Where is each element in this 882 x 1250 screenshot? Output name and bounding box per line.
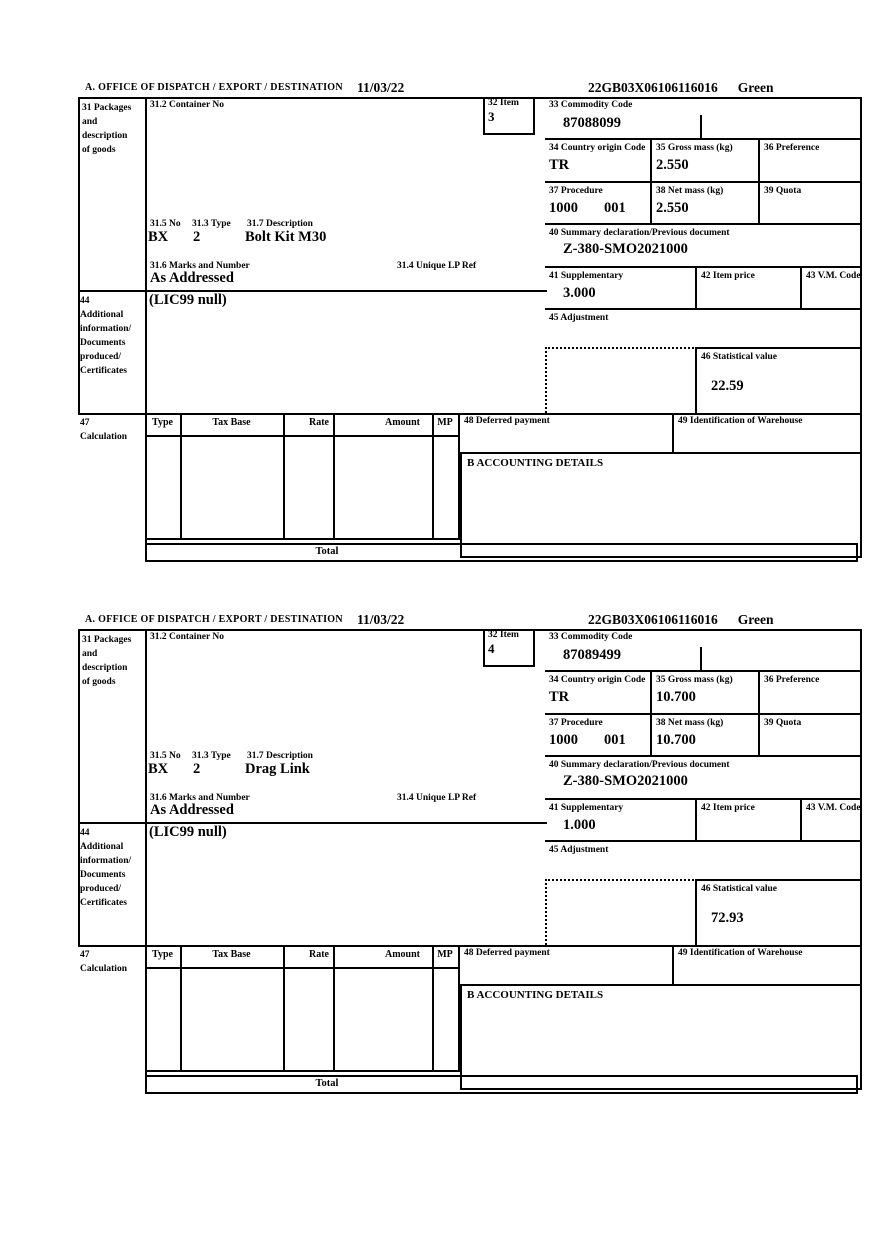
box-33-commodity-code	[545, 97, 862, 140]
box-34-label: 34 Country origin Code	[549, 675, 646, 685]
box-46-label: 46 Statistical value	[701, 352, 777, 362]
net-mass-value: 2.550	[656, 200, 689, 216]
total-label: Total	[315, 546, 339, 557]
box-41-label: 41 Supplementary	[549, 803, 624, 813]
box-31-7-description-label: 31.7 Description	[247, 219, 313, 229]
box-32-label: 32 Item	[488, 630, 519, 640]
statistical-value: 72.93	[711, 910, 744, 926]
box-40-label: 40 Summary declaration/Previous document	[549, 760, 730, 770]
routing-status: Green	[737, 612, 774, 627]
box-35-label: 35 Gross mass (kg)	[656, 675, 733, 685]
additional-information-value: (LIC99 null)	[149, 292, 227, 308]
box-32-item	[483, 629, 535, 667]
calc-header-type: Type	[152, 949, 173, 960]
box-49-warehouse	[672, 945, 862, 986]
box-32-item-number: 3	[488, 109, 495, 124]
box-31-6-marks-label: 31.6 Marks and Number	[150, 261, 250, 271]
box-31-5-no-label: 31.5 No	[150, 219, 181, 229]
box-36-label: 36 Preference	[764, 675, 820, 685]
statistical-dotted-left-border	[545, 879, 547, 945]
box-46-label: 46 Statistical value	[701, 884, 777, 894]
box-48-deferred-payment	[460, 413, 672, 454]
box-39-quota	[758, 715, 862, 757]
calc-header-divider	[145, 435, 458, 437]
box-32-item-number: 4	[488, 641, 495, 656]
dispatch-date: 11/03/22	[357, 612, 405, 627]
box-37-label: 37 Procedure	[549, 186, 603, 196]
box-41-label: 41 Supplementary	[549, 271, 624, 281]
packages-type-value: 2	[193, 761, 201, 777]
supplementary-units-value: 1.000	[563, 817, 596, 833]
box-48-deferred-payment	[460, 945, 672, 986]
box-38-label: 38 Net mass (kg)	[656, 186, 724, 196]
additional-information-value: (LIC99 null)	[149, 824, 227, 840]
box-31-7-description-label: 31.7 Description	[247, 751, 313, 761]
box-38-net-mass	[650, 183, 758, 225]
commodity-code-subdivider	[700, 115, 702, 140]
box-39-quota	[758, 183, 862, 225]
box-45-adjustment	[545, 310, 862, 347]
box-49-warehouse	[672, 413, 862, 454]
box-37-label: 37 Procedure	[549, 718, 603, 728]
box-45-label: 45 Adjustment	[549, 845, 609, 855]
country-origin-value: TR	[549, 689, 570, 705]
statistical-value: 22.59	[711, 378, 744, 394]
box-40-previous-document	[545, 757, 862, 800]
box-42-label: 42 Item price	[701, 803, 755, 813]
box-31-4-lp-ref-label: 31.4 Unique LP Ref	[397, 793, 477, 803]
box-31-label: 31 Packages and description of goods	[82, 103, 132, 155]
box-37-procedure	[545, 183, 650, 225]
packages-type-value: 2	[193, 229, 201, 245]
total-label: Total	[315, 1078, 339, 1089]
box-31-3-type-label: 31.3 Type	[192, 219, 231, 229]
packages-no-value: BX	[148, 229, 169, 245]
box-38-net-mass	[650, 715, 758, 757]
office-of-dispatch-label: A. OFFICE OF DISPATCH / EXPORT / DESTINATION	[85, 614, 343, 625]
office-of-dispatch-label: A. OFFICE OF DISPATCH / EXPORT / DESTINATION	[85, 82, 343, 93]
box-41-supplementary	[545, 268, 695, 310]
box-48-label: 48 Deferred payment	[464, 948, 550, 958]
calc-header-mp: MP	[437, 949, 453, 960]
gross-mass-value: 2.550	[656, 157, 689, 173]
procedure-value: 1000 001	[549, 732, 626, 748]
box-48-label: 48 Deferred payment	[464, 416, 550, 426]
box-36-preference	[758, 672, 862, 715]
calc-header-rate: Rate	[309, 417, 329, 428]
declaration-reference	[588, 612, 774, 628]
marks-and-number-value: As Addressed	[150, 802, 234, 818]
box-35-label: 35 Gross mass (kg)	[656, 143, 733, 153]
box-42-label: 42 Item price	[701, 271, 755, 281]
box-41-supplementary	[545, 800, 695, 842]
accounting-details-label: B ACCOUNTING DETAILS	[467, 457, 604, 469]
box-43-vm-code	[800, 800, 862, 842]
accounting-details-label: B ACCOUNTING DETAILS	[467, 989, 604, 1001]
calculation-total-row	[145, 543, 858, 562]
box-49-label: 49 Identification of Warehouse	[678, 948, 803, 958]
box-42-item-price	[695, 268, 800, 310]
packages-no-value: BX	[148, 761, 169, 777]
box-43-label: 43 V.M. Code	[806, 271, 861, 281]
marks-and-number-value: As Addressed	[150, 270, 234, 286]
previous-document-value: Z-380-SMO2021000	[563, 241, 688, 257]
box-33-label: 33 Commodity Code	[549, 100, 633, 110]
goods-description-value: Drag Link	[245, 761, 310, 777]
box-44-label: 44 Additional information/ Documents produced/ Certificates	[80, 296, 132, 376]
box-31-4-lp-ref-label: 31.4 Unique LP Ref	[397, 261, 477, 271]
box-36-preference	[758, 140, 862, 183]
box-37-procedure	[545, 715, 650, 757]
box-45-adjustment	[545, 842, 862, 879]
statistical-dotted-top-border	[545, 879, 697, 881]
box-32-item	[483, 97, 535, 135]
box-38-label: 38 Net mass (kg)	[656, 718, 724, 728]
calc-header-amount: Amount	[384, 417, 420, 428]
calculation-table	[145, 945, 460, 1072]
box-40-label: 40 Summary declaration/Previous document	[549, 228, 730, 238]
box-46-statistical-value	[695, 347, 862, 413]
calc-header-divider	[145, 967, 458, 969]
box-31-5-no-label: 31.5 No	[150, 751, 181, 761]
box-40-previous-document	[545, 225, 862, 268]
box-36-label: 36 Preference	[764, 143, 820, 153]
box-47-label: 47 Calculation	[80, 418, 127, 442]
calc-header-amount: Amount	[384, 949, 420, 960]
box-34-country-origin	[545, 140, 650, 183]
box-45-label: 45 Adjustment	[549, 313, 609, 323]
box-35-gross-mass	[650, 672, 758, 715]
box-31-2-container-no-label: 31.2 Container No	[150, 100, 224, 110]
routing-status: Green	[737, 80, 774, 95]
supplementary-units-value: 3.000	[563, 285, 596, 301]
box-34-label: 34 Country origin Code	[549, 143, 646, 153]
box-42-item-price	[695, 800, 800, 842]
box-35-gross-mass	[650, 140, 758, 183]
calc-header-rate: Rate	[309, 949, 329, 960]
box-34-country-origin	[545, 672, 650, 715]
calc-header-tax-base: Tax Base	[212, 949, 251, 960]
box-31-6-marks-label: 31.6 Marks and Number	[150, 793, 250, 803]
item-section-2	[0, 612, 882, 1094]
box-33-commodity-code	[545, 629, 862, 672]
declaration-reference	[588, 80, 774, 96]
procedure-value: 1000 001	[549, 200, 626, 216]
box-32-label: 32 Item	[488, 98, 519, 108]
box-43-vm-code	[800, 268, 862, 310]
box-47-label: 47 Calculation	[80, 950, 127, 974]
calc-header-type: Type	[152, 417, 173, 428]
box-33-label: 33 Commodity Code	[549, 632, 633, 642]
previous-document-value: Z-380-SMO2021000	[563, 773, 688, 789]
box-39-label: 39 Quota	[764, 718, 802, 728]
net-mass-value: 10.700	[656, 732, 696, 748]
movement-reference-number: 22GB03X06106116016	[588, 80, 718, 95]
commodity-code-value: 87089499	[563, 647, 621, 663]
box-39-label: 39 Quota	[764, 186, 802, 196]
box-31-3-type-label: 31.3 Type	[192, 751, 231, 761]
box-46-statistical-value	[695, 879, 862, 945]
movement-reference-number: 22GB03X06106116016	[588, 612, 718, 627]
gross-mass-value: 10.700	[656, 689, 696, 705]
calculation-table	[145, 413, 460, 540]
box-31-label: 31 Packages and description of goods	[82, 635, 132, 687]
box-31-2-container-no-label: 31.2 Container No	[150, 632, 224, 642]
calc-header-mp: MP	[437, 417, 453, 428]
goods-description-value: Bolt Kit M30	[245, 229, 327, 245]
calculation-total-row	[145, 1075, 858, 1094]
box-49-label: 49 Identification of Warehouse	[678, 416, 803, 426]
commodity-code-value: 87088099	[563, 115, 621, 131]
statistical-dotted-left-border	[545, 347, 547, 413]
country-origin-value: TR	[549, 157, 570, 173]
box-44-label: 44 Additional information/ Documents produced/ Certificates	[80, 828, 132, 908]
box-43-label: 43 V.M. Code	[806, 803, 861, 813]
commodity-code-subdivider	[700, 647, 702, 672]
dispatch-date: 11/03/22	[357, 80, 405, 95]
statistical-dotted-top-border	[545, 347, 697, 349]
calc-header-tax-base: Tax Base	[212, 417, 251, 428]
item-section-1	[0, 80, 882, 562]
